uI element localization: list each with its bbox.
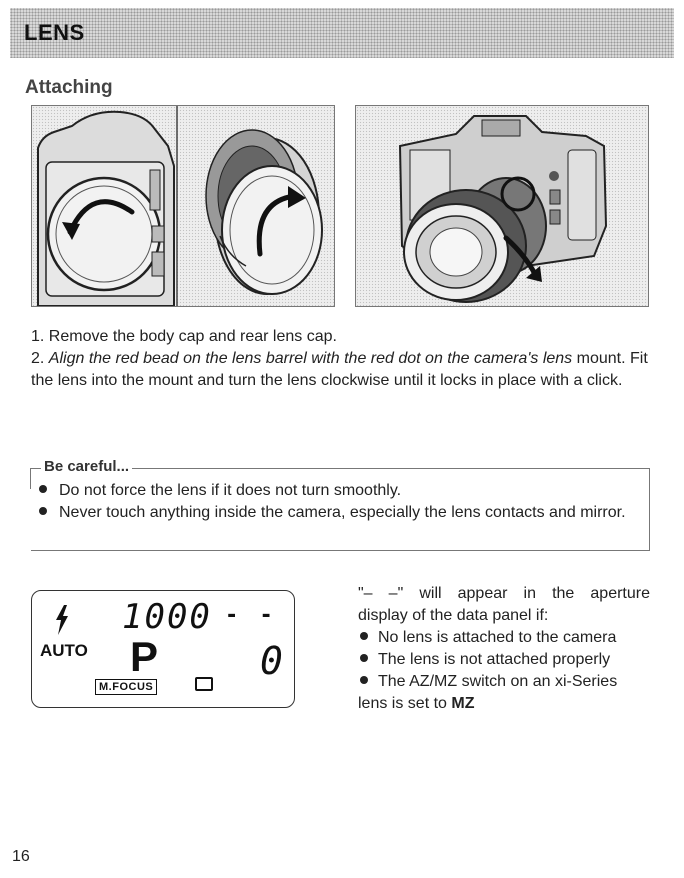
frame-icon xyxy=(195,677,213,691)
aperture-note-item xyxy=(360,649,610,671)
step-2 xyxy=(31,348,653,392)
step-2-number: 2. xyxy=(31,350,45,367)
flash-icon xyxy=(54,605,70,635)
aperture-note-item-text: The AZ/MZ switch on an xi-Series xyxy=(378,673,618,690)
step-2-text: mount. Fit the lens into the mount and turn the lens clockwise until it locks in place with a click. xyxy=(31,350,648,389)
lcd-program-mode: P xyxy=(130,633,159,680)
bullet-icon xyxy=(39,485,47,493)
bullet-icon xyxy=(360,632,368,640)
caution-item-text: Never touch anything inside the camera, especially the lens contacts and mirror. xyxy=(59,504,626,521)
subheading: Attaching xyxy=(25,77,113,98)
caution-item-text: Do not force the lens if it does not turn smoothly. xyxy=(59,482,402,499)
aperture-note-item-cont-text: lens is set to xyxy=(358,695,447,712)
aperture-note-item-text: The lens is not attached properly xyxy=(378,651,611,668)
caution-box xyxy=(31,458,650,551)
lcd-frame-counter: 0 xyxy=(260,639,283,683)
caution-heading: Be careful... xyxy=(41,458,132,475)
page-number: 16 xyxy=(12,848,30,865)
step-1 xyxy=(31,326,337,348)
lcd-data-panel xyxy=(31,590,295,708)
lcd-auto-label: AUTO xyxy=(40,641,88,660)
caution-corner xyxy=(30,468,39,489)
step-2-italic-text: Align the red bead on the lens barrel with the red dot on the camera's lens xyxy=(48,350,573,367)
section-title: LENS xyxy=(24,20,85,45)
bullet-icon xyxy=(360,676,368,684)
aperture-note-item-continued xyxy=(358,693,475,715)
figure-attach-lens-illustration xyxy=(356,106,648,306)
caution-item xyxy=(39,480,401,502)
lcd-shutter-speed: 1000 xyxy=(122,597,212,637)
aperture-note-item-text: No lens is attached to the camera xyxy=(378,629,617,646)
bullet-icon xyxy=(360,654,368,662)
figure-attach-lens xyxy=(355,105,649,307)
bullet-icon xyxy=(39,507,47,515)
step-1-number: 1. xyxy=(31,328,45,345)
aperture-note-mz: MZ xyxy=(451,695,475,712)
figure-remove-caps xyxy=(31,105,335,307)
section-banner xyxy=(10,8,674,58)
lcd-mfocus-label: M.FOCUS xyxy=(95,679,157,695)
aperture-note-intro: "– –" will appear in the aperture xyxy=(358,585,650,602)
aperture-note-item xyxy=(360,671,617,693)
lcd-aperture: - - xyxy=(225,603,277,628)
caution-item xyxy=(39,502,645,524)
step-1-text: Remove the body cap and rear lens cap. xyxy=(48,328,337,345)
aperture-note-intro-2: display of the data panel if: xyxy=(358,607,549,624)
aperture-note-item xyxy=(360,627,616,649)
figure-remove-caps-illustration xyxy=(32,106,334,306)
